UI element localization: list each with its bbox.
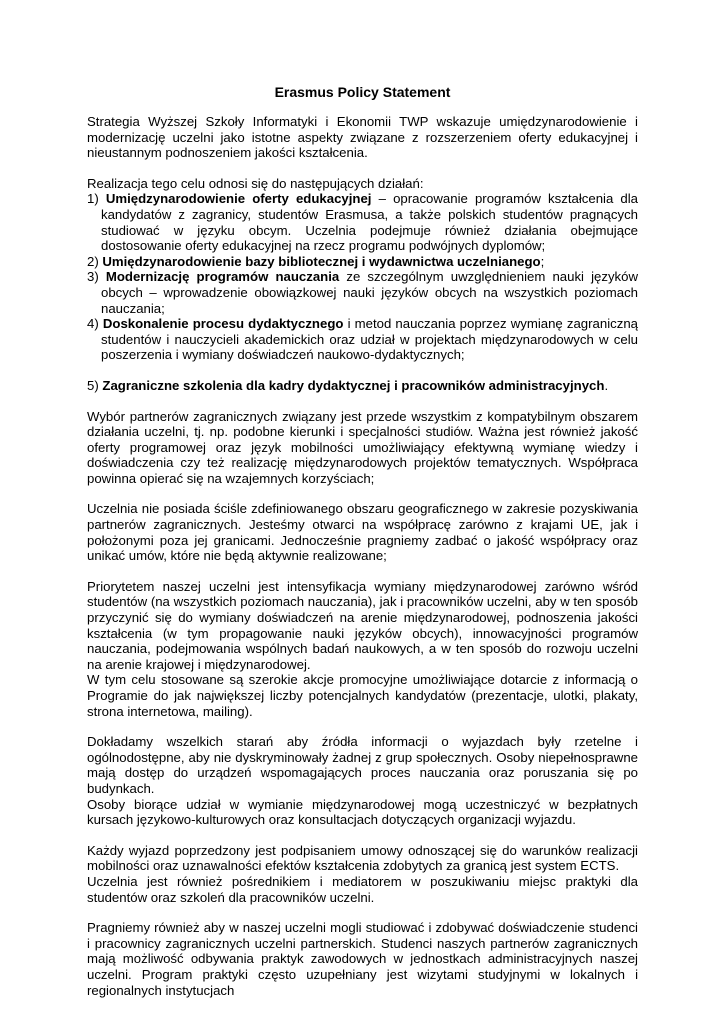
paragraph-promotion: W tym celu stosowane są szerokie akcje promocyjne umożliwiające dotarcie z informacją o Programie do jak największej liczby potencjalnych kandydatów (prezentacje, ulotki, plakaty, strona internetowa, mailing). (87, 672, 638, 719)
paragraph-incoming: Pragniemy również aby w naszej uczelni mogli studiować i zdobywać doświadczenie studenci i pracownicy zagranicznych uczelni partnerskich. Studenci naszych partnerów zagranicznych mają możliwość odbywania praktyk zawodowych w jednostkach administracyjnych naszej uczelni. Program praktyki często uzupełniany jest wizytami studyjnymi w lokalnych i regionalnych instytucjach (87, 920, 638, 998)
paragraph-information: Dokładamy wszelkich starań aby źródła informacji o wyjazdach były rzetelne i ogólnodostępne, aby nie dyskryminowały żadnej z grup społecznych. Osoby niepełnosprawne mają dostęp do urządzeń wspomagających proces nauczania oraz poruszania się po budynkach. (87, 734, 638, 796)
list-item-4: 4) Doskonalenie procesu dydaktycznego i metod nauczania poprzez wymianę zagraniczną studentów i nauczycieli akademickich oraz udział w projektach międzynarodowych w celu poszerzenia i wymiany doświadczeń naukowo-dydaktycznych; (87, 316, 638, 363)
paragraph-priority: Priorytetem naszej uczelni jest intensyfikacja wymiany międzynarodowej zarówno wśród studentów (na wszystkich poziomach nauczania), jak i pracowników uczelni, aby w ten sposób przyczynić się do wymiany doświadczeń na arenie międzynarodowej, podnoszenia jakości kształcenia (w tym propagowanie nauki języków obcych), innowacyjności programów nauczania, podejmowania wspólnych badań naukowych, a w ten sposób do rozwoju uczelni na arenie krajowej i międzynarodowej. (87, 578, 638, 672)
list-item-1: 1) Umiędzynarodowienie oferty edukacyjnej – opracowanie programów kształcenia dla kandydatów z zagranicy, studentów Erasmusa, a także polskich studentów pragnących studiować w języku obcym. Uczelnia podejmuje również działania obejmujące dostosowanie oferty edukacyjnej na rzecz programu podwójnych dyplomów; (87, 191, 639, 254)
list-item-3: 3) Modernizację programów nauczania ze szczególnym uwzględnieniem nauki języków obcych – wprowadzenie obowiązkowej nauki języków obcych na wszystkich poziomach nauczania; (87, 269, 639, 316)
paragraph-partners: Wybór partnerów zagranicznych związany jest przede wszystkim z kompatybilnym obszarem działania uczelni, tj. np. podobne kierunki i specjalności studiów. Ważna jest również jakość oferty programowej oraz język mobilności umożliwiający efektywną wymianę wiedzy i doświadczenia czy też realizację międzynarodowych projektów tematycznych. Współpraca powinna opierać się na wzajemnych korzyściach; (87, 408, 638, 486)
paragraph-mediator: Uczelnia jest również pośrednikiem i mediatorem w poszukiwaniu miejsc praktyki dla studentów oraz szkoleń dla pracowników uczelni. (87, 873, 638, 905)
document-page (87, 84, 638, 998)
intro-paragraph: Strategia Wyższej Szkoły Informatyki i Ekonomii TWP wskazuje umiędzynarodowienie i modernizację uczelni jako istotne aspekty związane z rozszerzeniem oferty edukacyjnej i nieustannym podnoszeniem jakości kształcenia. (87, 114, 638, 161)
lead-paragraph: Realizacja tego celu odnosi się do następujących działań: (87, 175, 424, 191)
paragraph-courses: Osoby biorące udział w wymianie międzynarodowej mogą uczestniczyć w bezpłatnych kursach językowo-kulturowych oraz konsultacjach dotyczących organizacji wyjazdu. (87, 796, 638, 828)
document-title: Erasmus Policy Statement (274, 84, 451, 100)
paragraph-geography: Uczelnia nie posiada ściśle zdefiniowanego obszaru geograficznego w zakresie pozyskiwania partnerów zagranicznych. Jesteśmy otwarci na współpracę zarówno z krajami UE, jak i położonymi poza jej granicami. Jednocześnie pragniemy zadbać o jakość współpracy oraz unikać umów, które nie będą aktywnie realizowane; (87, 501, 638, 564)
list-item-5: 5) Zagraniczne szkolenia dla kadry dydaktycznej i pracowników administracyjnych. (87, 377, 609, 393)
paragraph-ects: Każdy wyjazd poprzedzony jest podpisaniem umowy odnoszącej się do warunków realizacji mobilności oraz uznawalności efektów kształcenia zdobytych za granicą jest system ECTS. (87, 842, 638, 874)
list-item-2: 2) Umiędzynarodowienie bazy bibliotecznej i wydawnictwa uczelnianego; (87, 253, 545, 269)
